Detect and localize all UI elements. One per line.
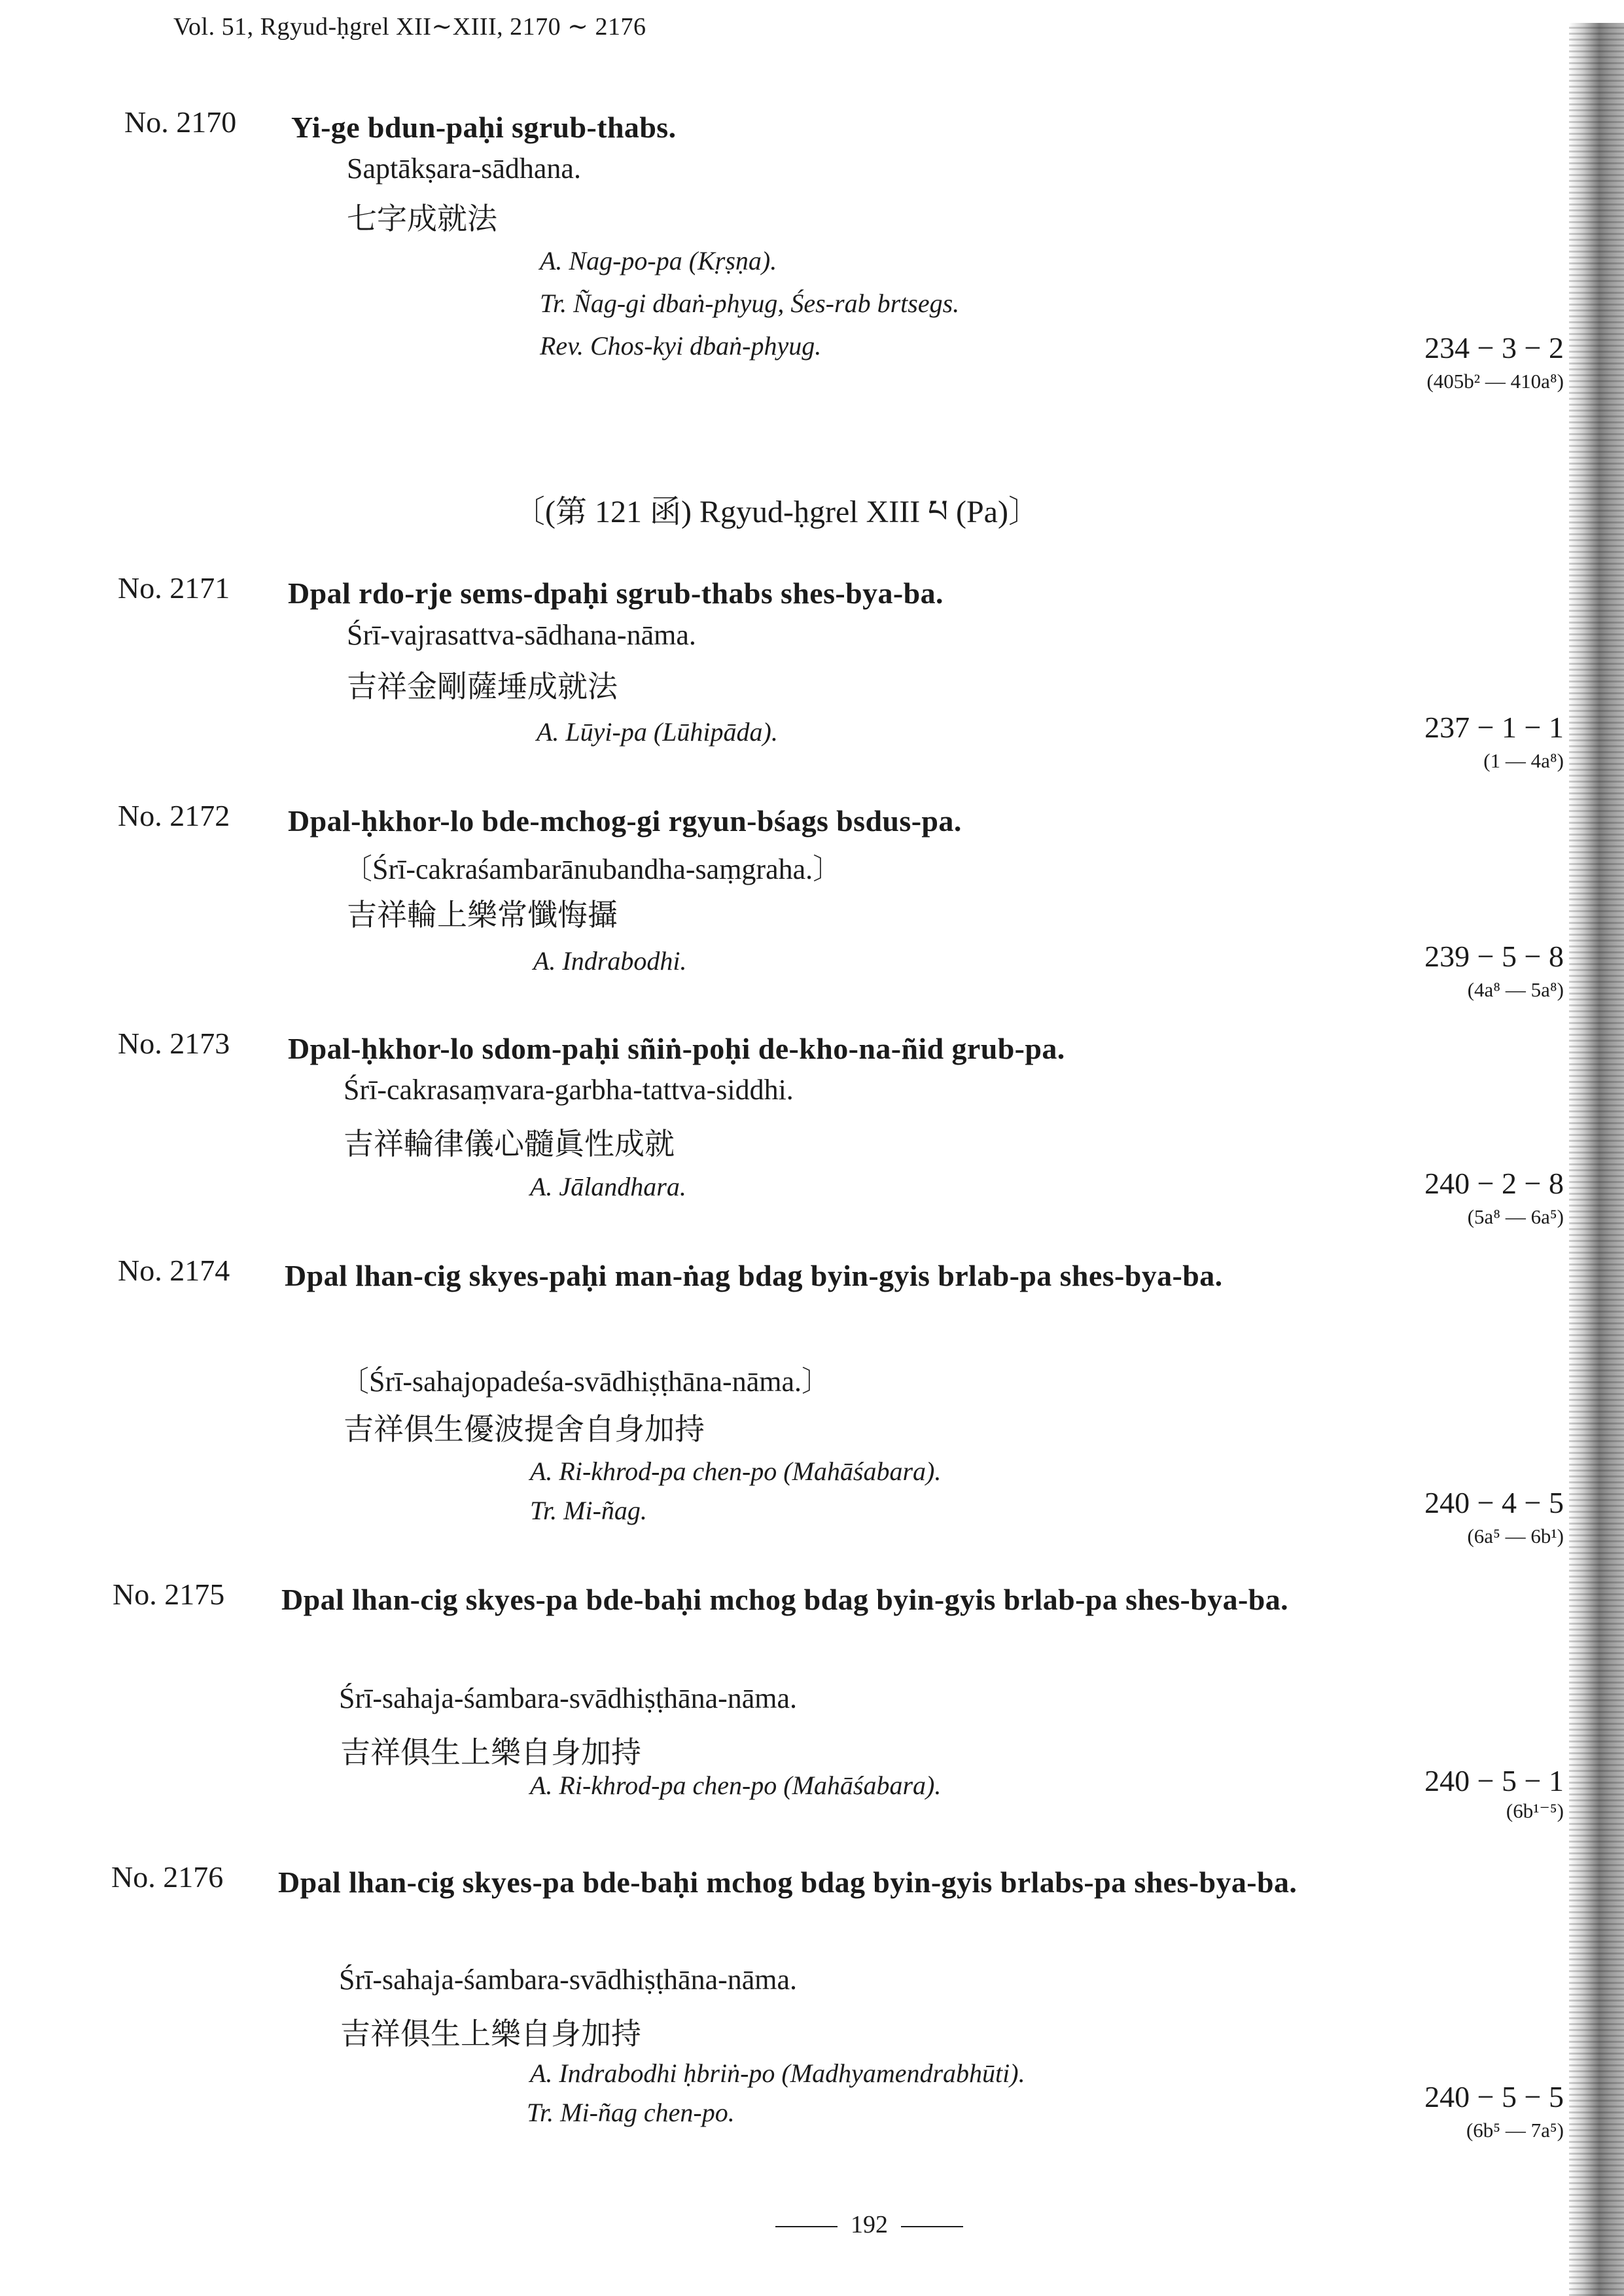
chinese-title: 七字成就法 [347, 201, 497, 236]
page-number-dash-right [901, 2226, 963, 2227]
folio-range: (4a⁸ — 5a⁸) [1467, 978, 1564, 1001]
sanskrit-title: Śrī-cakrasaṃvara-garbha-tattva-siddhi. [344, 1074, 794, 1106]
entry-title [285, 1253, 1358, 1299]
entry-title: Dpal lhan-cig skyes-pa bde-baḥi mchog bdag byin-gyis brlab-pa shes-bya-ba. [281, 1583, 1288, 1616]
translator-line: Tr. Mi-ñag. [530, 1496, 647, 1525]
catalog-reference: 237 − 1 − 1 [1424, 711, 1564, 744]
entry-number: No. 2173 [118, 1027, 230, 1060]
chinese-title: 吉祥俱生優波提舍自身加持 [344, 1411, 705, 1447]
author-line: A. Indrabodhi ḥbriṅ-po (Madhyamendrabhūti). [530, 2058, 1025, 2088]
catalog-reference: 240 − 5 − 5 [1424, 2080, 1564, 2113]
chinese-title: 吉祥金剛薩埵成就法 [347, 669, 618, 704]
page-number [762, 2210, 976, 2239]
entry-title: Dpal-ḥkhor-lo bde-mchog-gi rgyun-bśags bsdus-pa. [288, 804, 962, 838]
folio-range: (6a⁵ — 6b¹) [1467, 1525, 1564, 1547]
sanskrit-title: Śrī-sahaja-śambara-svādhiṣṭhāna-nāma. [339, 1964, 798, 1996]
entry-number: No. 2174 [118, 1254, 230, 1287]
translator-line: Tr. Mi-ñag chen-po. [527, 2098, 735, 2127]
entry-title: Dpal lhan-cig skyes-pa bde-baḥi mchog bdag byin-gyis brlabs-pa shes-bya-ba. [278, 1865, 1297, 1899]
entry-number: No. 2172 [118, 799, 230, 832]
folio-range: (405b² — 410a⁸) [1426, 370, 1564, 393]
entry-title: Dpal rdo-rje sems-dpaḥi sgrub-thabs shes-bya-ba. [288, 576, 944, 610]
entry-title: Dpal-ḥkhor-lo sdom-paḥi sñiṅ-poḥi de-kho-na-ñid grub-pa. [288, 1032, 1065, 1065]
entry-title: Yi-ge bdun-paḥi sgrub-thabs. [291, 111, 677, 144]
author-line: A. Ri-khrod-pa chen-po (Mahāśabara). [530, 1771, 942, 1800]
catalog-reference: 240 − 2 − 8 [1424, 1167, 1564, 1200]
catalog-reference: 234 − 3 − 2 [1424, 331, 1564, 364]
author-line: A. Ri-khrod-pa chen-po (Mahāśabara). [530, 1457, 942, 1486]
reviser-line: Rev. Chos-kyi dbaṅ-phyug. [540, 331, 822, 361]
folio-range: (1 — 4a⁸) [1483, 749, 1564, 772]
folio-range: (6b⁵ — 7a⁵) [1466, 2119, 1564, 2142]
section-heading: 〔(第 121 函) Rgyud-ḥgrel XIII པ (Pa)〕 [514, 495, 1040, 529]
chinese-title: 吉祥輪上樂常懺悔攝 [347, 897, 618, 932]
sanskrit-title: Śrī-vajrasattva-sādhana-nāma. [347, 619, 696, 651]
page-number-value: 192 [851, 2211, 888, 2238]
sanskrit-title: Saptākṣara-sādhana. [347, 152, 581, 185]
chinese-title: 吉祥輪律儀心髓眞性成就 [344, 1126, 675, 1161]
page-edge-shadow [1569, 23, 1624, 2296]
sanskrit-title: Śrī-sahaja-śambara-svādhiṣṭhāna-nāma. [339, 1682, 798, 1714]
folio-range: (5a⁸ — 6a⁵) [1467, 1205, 1564, 1228]
entry-number: No. 2176 [111, 1860, 224, 1894]
entry-number: No. 2175 [113, 1578, 225, 1611]
author-line: A. Lūyi-pa (Lūhipāda). [537, 717, 778, 747]
translator-line: Tr. Ñag-gi dbaṅ-phyug, Śes-rab brtsegs. [540, 289, 960, 318]
sanskrit-title: 〔Śrī-sahajopadeśa-svādhiṣṭhāna-nāma.〕 [340, 1366, 830, 1398]
entry-number: No. 2170 [124, 105, 237, 139]
author-line: A. Nag-po-pa (Kṛṣṇa). [540, 246, 777, 275]
entry-number: No. 2171 [118, 571, 230, 605]
catalog-reference: 240 − 4 − 5 [1424, 1486, 1564, 1519]
entry-title-text: Dpal lhan-cig skyes-paḥi man-ṅag bdag byin-gyis brlab-pa shes-bya-ba. [285, 1259, 1223, 1292]
chinese-title: 吉祥俱生上樂自身加持 [340, 2016, 641, 2051]
catalog-reference: 240 − 5 − 1 [1424, 1764, 1564, 1797]
sanskrit-title: 〔Śrī-cakraśambarānubandha-saṃgraha.〕 [344, 853, 842, 885]
running-head: Vol. 51, Rgyud-ḥgrel XII∼XIII, 2170 ∼ 2176 [173, 13, 646, 41]
author-line: A. Jālandhara. [530, 1172, 686, 1201]
author-line: A. Indrabodhi. [533, 946, 687, 976]
folio-range: (6b¹⁻⁵) [1506, 1799, 1564, 1822]
chinese-title: 吉祥俱生上樂自身加持 [340, 1735, 641, 1770]
page-number-dash-left [775, 2226, 838, 2227]
catalog-reference: 239 − 5 − 8 [1424, 940, 1564, 973]
